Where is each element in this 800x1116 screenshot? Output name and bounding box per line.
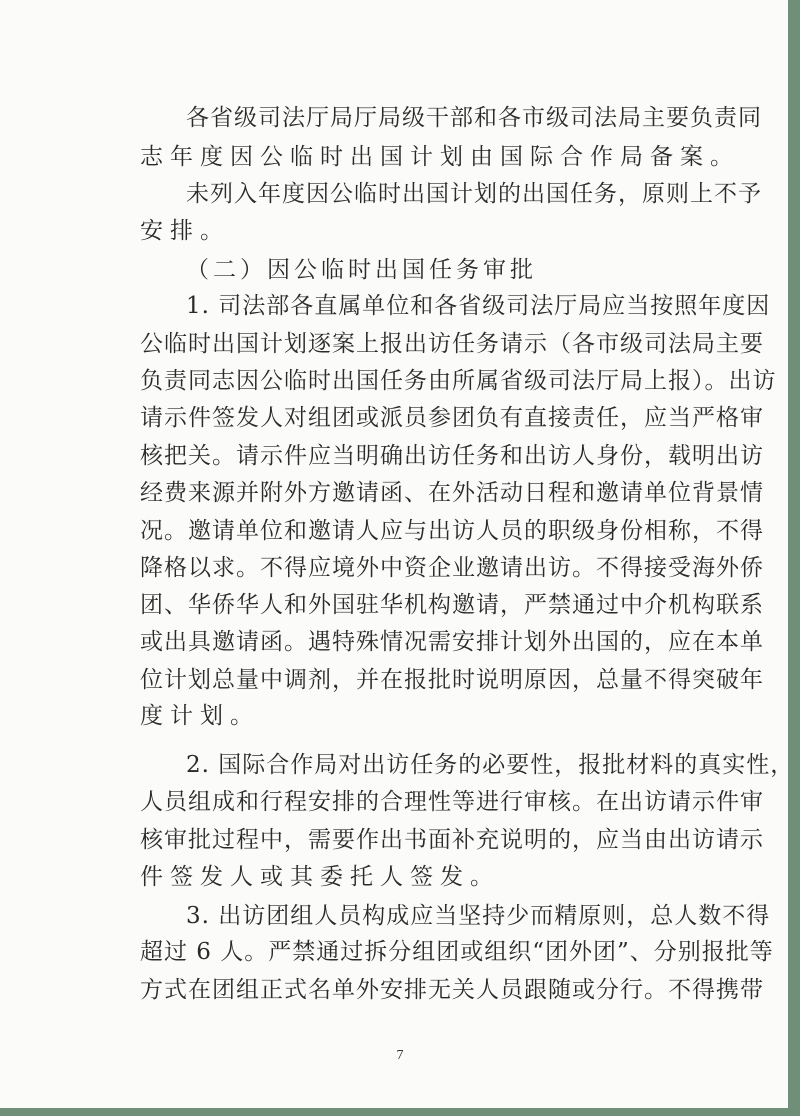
text-line: 人员组成和行程安排的合理性等进行审核。在出访请示件审 (140, 789, 764, 815)
text-line: 各省级司法厅局厅局级干部和各市级司法局主要负责同 (186, 105, 762, 131)
text-line: 负责同志因公临时出国任务由所属省级司法厅局上报）。出访 (140, 368, 777, 394)
page-number: 7 (396, 1048, 404, 1063)
text-line: 况。邀请单位和邀请人应与出访人员的职级身份相称，不得 (140, 518, 764, 544)
text-line: 安排。 (140, 218, 230, 244)
text-line: 降格以求。不得应境外中资企业邀请出访。不得接受海外侨 (140, 555, 764, 581)
section-heading: （二）因公临时出国任务审批 (186, 257, 537, 283)
text-line: 团、华侨华人和外国驻华机构邀请，严禁通过中介机构联系 (140, 592, 764, 618)
text-line: 3. 出访团组人员构成应当坚持少而精原则，总人数不得 (186, 903, 771, 929)
text-line: 度计划。 (140, 703, 260, 729)
text-line: 核审批过程中，需要作出书面补充说明的，应当由出访请示 (140, 827, 764, 853)
text-line: 或出具邀请函。遇特殊情况需安排计划外出国的，应在本单 (140, 629, 764, 655)
text-line: 经费来源并附外方邀请函、在外活动日程和邀请单位背景情 (140, 480, 764, 506)
text-line: 请示件签发人对组团或派员参团负有直接责任，应当严格审 (140, 405, 764, 431)
text-line: 件签发人或其委托人签发。 (140, 864, 500, 890)
text-line: 位计划总量中调剂，并在报批时说明原因，总量不得突破年 (140, 667, 764, 693)
text-line: 超过 6 人。严禁通过拆分组团或组织“团外团”、分别报批等 (140, 939, 774, 965)
text-line: 未列入年度因公临时出国计划的出国任务，原则上不予 (186, 181, 762, 207)
text-line: 2. 国际合作局对出访任务的必要性，报批材料的真实性， (186, 752, 795, 778)
text-line: 核把关。请示件应当明确出访任务和出访人身份，载明出访 (140, 443, 764, 469)
text-line: 志年度因公临时出国计划由国际合作局备案。 (140, 144, 740, 170)
text-line: 方式在团组正式名单外安排无关人员跟随或分行。不得携带 (140, 977, 764, 1003)
text-line: 公临时出国计划逐案上报出访任务请示（各市级司法局主要 (140, 331, 764, 357)
text-line: 1. 司法部各直属单位和各省级司法厅局应当按照年度因 (186, 293, 771, 319)
